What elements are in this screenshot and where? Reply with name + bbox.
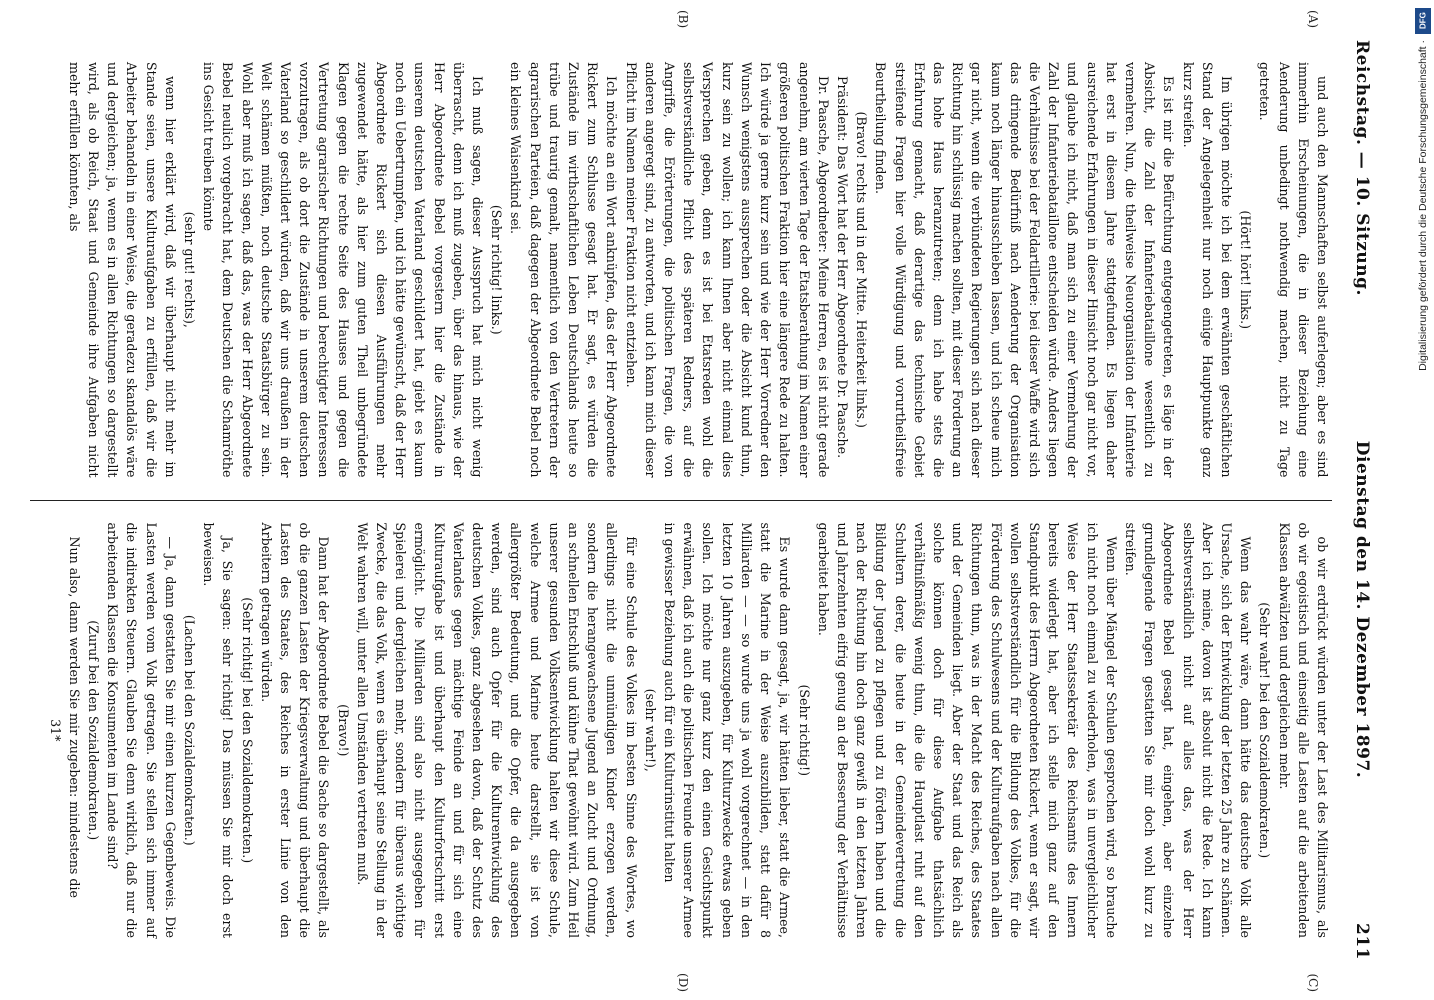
paragraph: Wenn das wahr wäre, dann hätte das deutsche Volk alle Ursache, sich der Entwicklung der letzten 25 Jahre zu schämen. Aber ich meine, davon ist absolut nicht die Rede. Ich kann selbstverständlich nicht auf alles das, was der Herr Abgeordnete Bebel gesagt hat, eingehen, aber einzelne grundlegende Fragen gestatten Sie mir doch wohl kurz zu streifen. — [1122, 522, 1254, 938]
paragraph: ob wir erdrückt würden unter der Last des Militarismus, als ob wir egoistisch und einseitig alle Lasten auf die arbeitenden Klassen abwälzten und dergleichen mehr. — [1276, 522, 1330, 938]
page-number: 211 — [1352, 923, 1372, 960]
paragraph: — Ja, dann gestatten Sie mir einen kurzen Gegenbeweis. Die Lasten werden vom Volk getragen. Sie stellen sich immer auf die indirekten Steuern. Glauben Sie denn wirklich, daß nur die arbeitenden Klassen die Konsumenten im Lande sind? — [105, 522, 178, 938]
interjection: (sehr wahr!), — [642, 688, 658, 772]
paragraph: Nun also, dann werden Sie mir zugeben: mindestens die — [66, 536, 82, 898]
digitization-credit: Digitalisierung gefördert durch die Deutsche Forschungsgemeinschaft · — [1417, 40, 1429, 371]
interjection: (sehr gut! rechts), — [182, 211, 198, 328]
interjection: (Bravo! rechts und in der Mitte. Heiterkeit links.) — [854, 111, 870, 428]
dfg-logo: DFG — [1415, 8, 1431, 34]
interjection: (Bravo!) — [335, 704, 351, 757]
paragraph: Im übrigen möchte ich bei dem erwähnten geschäftlichen Stand der Angelegenheit nur noch einige Hauptpunkte ganz kurz streifen. — [1180, 62, 1234, 478]
interjection: (Zuruf bei den Sozialdemokraten.) — [86, 620, 101, 841]
side-credit-strip — [1412, 0, 1434, 1000]
paragraph: für eine Schule des Volkes im besten Sinne des Wortes, wo allerdings nicht die unmündigen Kinder erzogen werden, sondern die herangewachsene Jugend an Zucht und Ordnung, an schnellen Entschluß und kühne That gewöhnt wird. Zum Heil unserer gesunden Volksentwicklung halten wir diese Schule, welche Armee und Marine heute darstellt, sie ist von allergrößter Bedeutung, und die Opfer, die da ausgegeben werden, sind auch Opfer für die Kulturentwicklung des deutschen Volkes, ganz abgesehen davon, daß der Schutz des Vaterlandes gegen mächtige Feinde an und für sich eine Kulturaufgabe ist und überhaupt den Kulturfortschritt erst ermöglicht. Die Milliarden sind also nicht ausgegeben für Spielerei und dergleichen mehr, sondern für überaus wichtige Zwecke, die das Volk, wenn es überhaupt seine Stellung in der Welt wahren will, unter allen Umständen vertreten muß. — [354, 522, 639, 938]
paragraph: Ich muß sagen, dieser Ausspruch hat mich nicht wenig überrascht, denn ich muß zugeben, über das hinaus, wie der Herr Abgeordnete Bebel vorgestern hier die Zustände in unserem deutschen Vaterland geschildert hat, giebt es kaum noch ein Uebertrumpfen, und ich hätte gewünscht, daß der Herr Abgeordnete Rickert sich diesen Ausführungen mehr zugewendet hätte, als hier zum guten Theil unbegründete Klagen gegen die rechte Seite des Hauses und gegen die Vertretung agrarischer Richtungen und berechtigter Interessen vorzutragen, als ob dort die Zustände in unserem deutschen Vaterland so geschildert würden, daß wir uns draußen in der Welt schämen müßten, noch deutsche Staatsbürger zu sein. Wohl aber muß ich sagen, daß das, was der Herr Abgeordnete Bebel neulich vorgebracht hat, dem Deutschen die Schamröthe ins Gesicht treiben könnte — [201, 62, 486, 478]
column-right — [30, 500, 1332, 961]
paragraph: und auch den Mannschaften selbst auferlegen; aber es sind immerhin Erscheinungen, die in dieser Beziehung eine Aenderung unbedingt nothwendig machen, nicht zu Tage getreten. — [1257, 62, 1330, 478]
column-left — [30, 40, 1332, 500]
interjection: (Sehr richtig! links.) — [489, 204, 505, 335]
interjection: (Sehr wahr! bei den Sozialdemokraten.) — [1257, 602, 1273, 859]
header-date: Dienstag den 14. Dezember 1897. — [1352, 440, 1372, 779]
interjection: (Sehr richtig!) — [796, 684, 812, 776]
header-left: Reichstag. — 10. Sitzung. — [1352, 40, 1372, 296]
paragraph: Dann hat der Abgeordnete Bebel die Sache so dargestellt, als ob die ganzen Lasten der Kriegsverwaltung und überhaupt die Lasten des Staates, des Reiches in erster Linie von den Arbeitern getragen würden. — [258, 522, 332, 938]
page-header — [1352, 40, 1372, 960]
paragraph: Ich möchte an ein Wort anknüpfen, das der Herr Abgeordnete Rickert zum Schlusse gesagt hat. Er sagt, es würden die Zustände im wirthschaftlichen Leben Deutschlands heute so trübe und traurig gemalt, namentlich von den Vertretern der agrarischen Parteien, daß dagegen der Abgeordnete Bebel noch ein kleines Waisenkind sei. — [508, 62, 620, 478]
margin-mark-c: (C) — [1306, 973, 1320, 992]
paragraph: Es wurde dann gesagt, ja, wir hätten lieber, statt die Armee, statt die Marine in der Weise auszubilden, statt dafür 8 Milliarden — — so wurde uns ja wohl vorgerechnet — in den letzten 10 Jahren auszugeben, für Kulturzwecke etwas geben sollen. Ich möchte nur ganz kurz den einen Gesichtspunkt erwähnen, daß ich auch die politischen Freunde unserer Armee in gewisser Beziehung auch für ein Kulturinstitut halten — [662, 522, 793, 938]
margin-mark-a: (A) — [1306, 10, 1320, 29]
speech: Dr. Paasche, Abgeordneter: Meine Herren, es ist nicht gerade angenehm, am vierten Tage der Etatsberathung im Namen einer größeren politischen Fraktion hier eine längere Rede zu halten. Ich würde ja gerne kurz sein und wie der Herr Vorredner den Wunsch wenigstens aussprechen oder die Absicht kund thun, kurz sein zu wollen; ich kann Ihnen aber nicht einmal dies Versprechen geben, denn es ist bei Etatsreden wohl die selbstverständliche Pflicht des späteren Redners, auf die Angriffe, die Erörterungen, die politischen Fragen, die von anderen angeregt sind, zu antworten, und ich kann mich dieser Pflicht im Namen meiner Fraktion nicht entziehen. — [623, 62, 831, 478]
paragraph: Wenn über Mängel der Schulen gesprochen wird, so brauche ich nicht noch einmal zu wiederholen, was in unvergleichlicher Weise der Herr Staatssekretär des Reichsamts des Innern bereits widerlegt hat, aber ich stelle mich ganz auf den Standpunkt des Herrn Abgeordneten Rickert, wenn er sagt, wir wollen selbstverständlich für die Bildung des Volkes, für die Förderung des Schulwesens und der Kulturaufgaben nach allen Richtungen thun, was in der Macht des Reiches, des Staates und der Gemeinden liegt. Aber der Staat und das Reich als solche können doch für diese Aufgabe thatsächlich verhältnißmäßig wenig thun, die die Hauptlast ruht auf den Schultern derer, die heute in der Gemeindevertretung die Bildung der Jugend zu pflegen und zu fördern haben und die nach der Richtung hin doch ganz gewiß in den letzten Jahren und Jahrzehnten eifrig genug an der Besserung der Verhältnisse gearbeitet haben. — [815, 522, 1119, 938]
interjection: (Sehr richtig! bei den Sozialdemokraten.) — [239, 597, 255, 864]
margin-mark-b: (B) — [676, 10, 690, 29]
signature-mark: 31* — [47, 719, 63, 742]
paragraph: wenn hier erklärt wird, daß wir überhaupt nicht mehr im Stande seien, unsere Kulturaufgaben zu erfüllen, daß wir die Arbeiter behandeln in einer Weise, die geradezu skandalös wäre und dergleichen; ja, wenn es in allen Richtungen so dargestellt wird, als ob Reich, Staat und Gemeinde ihre Aufgaben nicht mehr erfüllen könnten, als — [66, 62, 178, 478]
margin-mark-d: (D) — [676, 973, 690, 992]
paragraph: Es ist mir die Befürchtung entgegengetreten, es läge in der Absicht, die Zahl der Infanteriebataillone wesentlich zu vermehren. Nun, die theilweise Neuorganisation der Infanterie hat erst in diesem Jahre stattgefunden. Es liegen daher ausreichende Erfahrungen in dieser Hinsicht noch gar nicht vor, und glaube ich nicht, daß man sich zu einer Vermehrung der Zahl der Infanteriebataillone entscheiden würde. Anders liegen die Verhältnisse bei der Feldartillerie: bei dieser Waffe wird sich das dringende Bedürfniß nach Aenderung der Organisation kaum noch länger hinausschieben lassen, und ich scheue mich gar nicht, wenn die verbündeten Regierungen sich nach dieser Richtung hin schlüssig machen sollten, mit dieser Forderung an das hohe Haus heranzutreten; denn ich habe stets die Erfahrung gemacht, daß derartige das technische Gebiet streifende Fragen hier volle Würdigung und vorurtheilsfreie Beurtheilung finden. — [873, 62, 1177, 478]
text-columns — [30, 40, 1332, 960]
interjection: (Hört! hört! links.) — [1238, 210, 1254, 330]
paragraph: Ja, Sie sagen: sehr richtig! Das müssen Sie mir doch erst beweisen. — [201, 522, 236, 938]
interjection: (Lachen bei den Sozialdemokraten.) — [182, 614, 198, 846]
president-line: Präsident: Das Wort hat der Herr Abgeordnete Dr. Paasche. — [834, 76, 850, 459]
